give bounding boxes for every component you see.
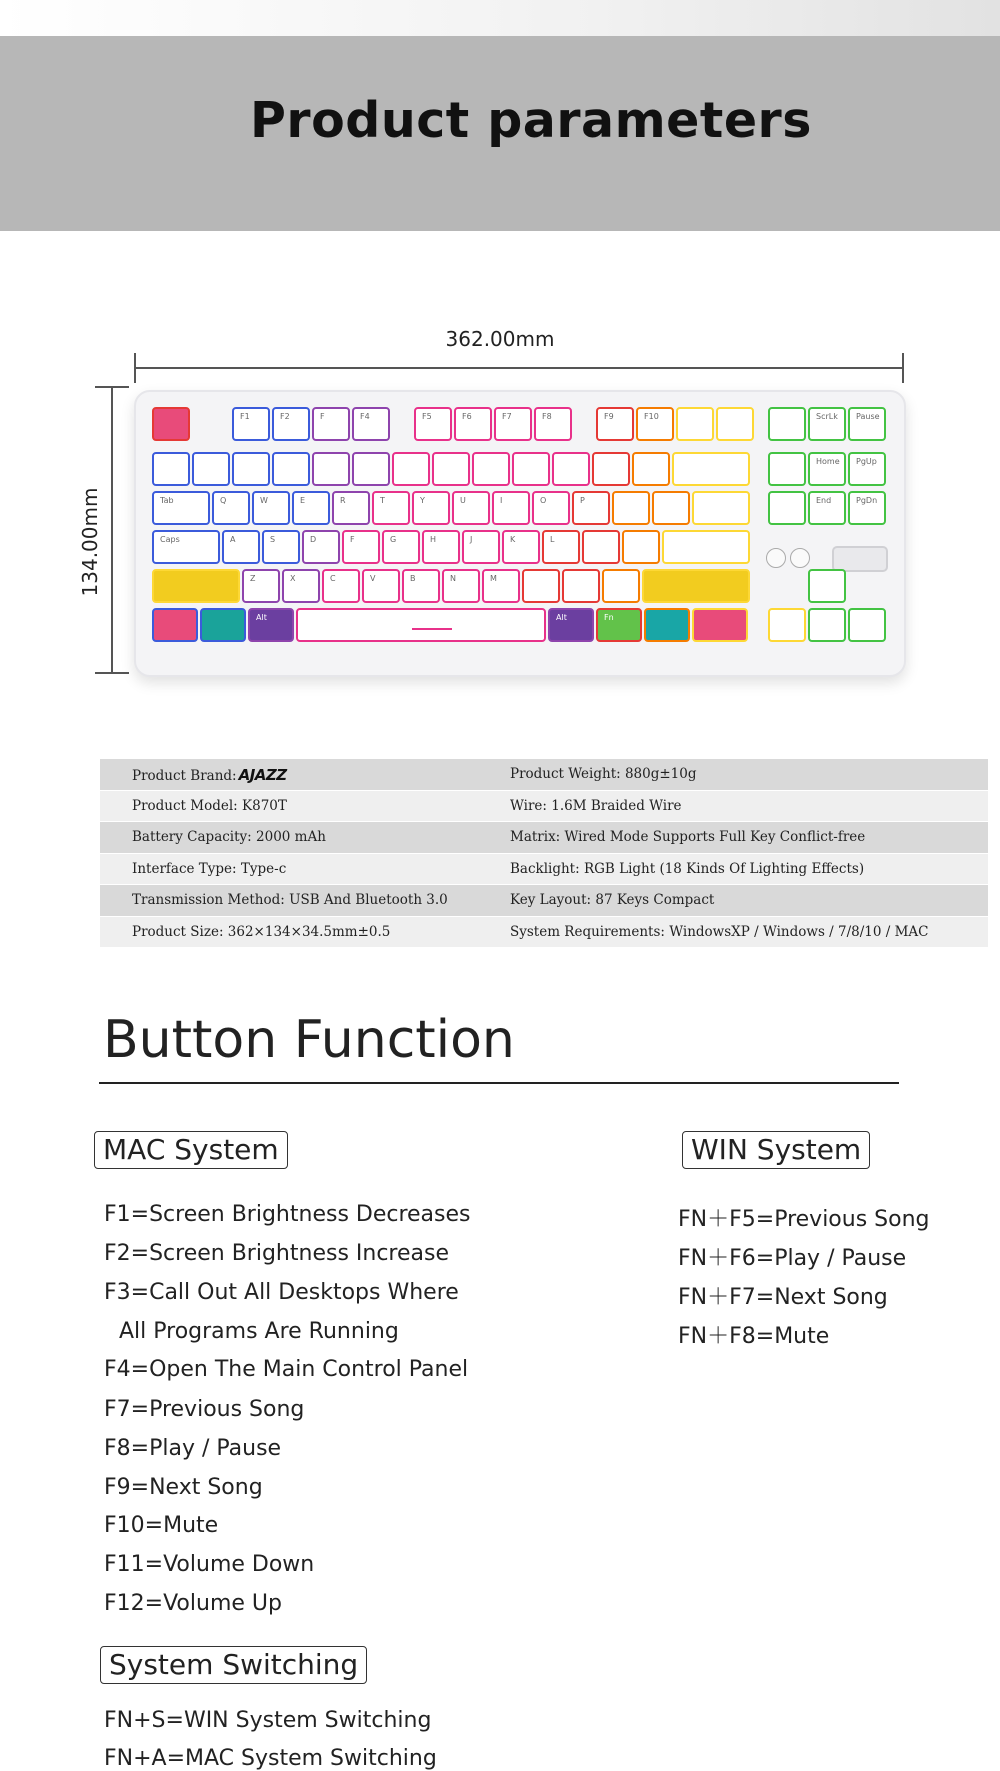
key-prtsc	[768, 407, 806, 441]
win-function-line: FN＋F8=Mute	[678, 1324, 830, 1349]
key-arrow-right	[848, 608, 886, 642]
key-semicolon	[582, 530, 620, 564]
key-period	[562, 569, 600, 603]
win-function-line: FN＋F6=Play / Pause	[678, 1246, 907, 1271]
height-dimension-tick-top	[95, 386, 129, 388]
spec-left: Transmission Method: USB And Bluetooth 3.0	[132, 892, 448, 908]
mac-function-line: F9=Next Song	[104, 1475, 263, 1500]
mac-function-line: F11=Volume Down	[104, 1552, 315, 1577]
spec-label: Product Brand:	[132, 768, 237, 784]
key-delete	[768, 491, 806, 525]
mac-function-line: F7=Previous Song	[104, 1397, 305, 1422]
spec-row	[100, 759, 988, 790]
key-pgup: PgUp	[848, 452, 886, 486]
section-title: Button Function	[103, 1010, 515, 1070]
win-function-line: FN＋F5=Previous Song	[678, 1207, 930, 1232]
key-2	[232, 452, 270, 486]
key-f1: F1	[232, 407, 270, 441]
switching-line: FN+S=WIN System Switching	[104, 1708, 432, 1733]
key-f12	[716, 407, 754, 441]
mac-function-line: F2=Screen Brightness Increase	[104, 1241, 449, 1266]
top-strip	[0, 0, 1000, 36]
mac-function-line: F1=Screen Brightness Decreases	[104, 1202, 471, 1227]
key-f11	[676, 407, 714, 441]
section-divider	[99, 1082, 899, 1084]
key-a: A	[222, 530, 260, 564]
key-scrlk: ScrLk	[808, 407, 846, 441]
key-h: H	[422, 530, 460, 564]
key-pause: Pause	[848, 407, 886, 441]
mac-function-line: F3=Call Out All Desktops Where	[104, 1280, 459, 1305]
spec-left: Product Model: K870T	[132, 797, 287, 814]
key-t: T	[372, 491, 410, 525]
key-y: Y	[412, 491, 450, 525]
key-home: Home	[808, 452, 846, 486]
width-dimension-tick-right	[902, 353, 904, 383]
brand-icon	[766, 548, 786, 568]
mac-function-line: F4=Open The Main Control Panel	[104, 1357, 469, 1382]
width-dimension-line	[134, 367, 904, 369]
key-f: F	[342, 530, 380, 564]
key-backslash	[692, 491, 750, 525]
spec-right: System Requirements: WindowsXP / Windows / 7/8/10 / MAC	[510, 923, 929, 940]
key-q: Q	[212, 491, 250, 525]
key-d: D	[302, 530, 340, 564]
key-enter	[662, 530, 750, 564]
win-function-line: FN＋F7=Next Song	[678, 1285, 888, 1310]
key-win	[200, 608, 246, 642]
height-dimension-tick-bottom	[95, 672, 129, 674]
key-f2: F2	[272, 407, 310, 441]
spec-row	[100, 791, 988, 822]
key-comma	[522, 569, 560, 603]
key-s: S	[262, 530, 300, 564]
space-bar-mark	[412, 628, 452, 630]
key-rbracket	[652, 491, 690, 525]
key-backspace	[672, 452, 750, 486]
key-8	[472, 452, 510, 486]
height-dimension-line	[111, 386, 113, 674]
key-x: X	[282, 569, 320, 603]
key-v: V	[362, 569, 400, 603]
switching-line: FN+A=MAC System Switching	[104, 1746, 437, 1771]
key-insert	[768, 452, 806, 486]
key-f3: F	[312, 407, 350, 441]
key-i: I	[492, 491, 530, 525]
win-system-label: WIN System	[682, 1131, 870, 1169]
mac-system-label: MAC System	[94, 1131, 288, 1169]
key-f7: F7	[494, 407, 532, 441]
spec-left: Battery Capacity: 2000 mAh	[132, 829, 326, 845]
key-0	[552, 452, 590, 486]
spec-row	[100, 917, 988, 948]
width-dimension-tick-left	[134, 353, 136, 383]
key-minus	[592, 452, 630, 486]
spec-left: Product Size: 362×134×34.5mm±0.5	[132, 923, 391, 940]
key-pgdn: PgDn	[848, 491, 886, 525]
key-m: M	[482, 569, 520, 603]
key-lbracket	[612, 491, 650, 525]
key-menu	[644, 608, 690, 642]
key-arrow-left	[768, 608, 806, 642]
brand-logo: AJAZZ	[238, 766, 287, 784]
key-6	[392, 452, 430, 486]
key-g: G	[382, 530, 420, 564]
key-n: N	[442, 569, 480, 603]
mac-function-line: F12=Volume Up	[104, 1591, 282, 1616]
mac-function-line: F8=Play / Pause	[104, 1436, 282, 1461]
key-quote	[622, 530, 660, 564]
key-slash	[602, 569, 640, 603]
key-tab: Tab	[152, 491, 210, 525]
key-lalt: Alt	[248, 608, 294, 642]
key-f6: F6	[454, 407, 492, 441]
key-1	[192, 452, 230, 486]
system-switching-label: System Switching	[100, 1646, 367, 1684]
spec-row	[100, 885, 988, 916]
spec-row	[100, 822, 988, 853]
key-4	[312, 452, 350, 486]
key-ralt: Alt	[548, 608, 594, 642]
key-k: K	[502, 530, 540, 564]
keyboard-illustration	[134, 390, 906, 677]
key-esc	[152, 407, 190, 441]
key-arrow-up	[808, 569, 846, 603]
key-c: C	[322, 569, 360, 603]
spec-left	[132, 766, 287, 784]
key-r: R	[332, 491, 370, 525]
key-rctrl	[692, 608, 748, 642]
key-f4: F4	[352, 407, 390, 441]
spec-right: Product Weight: 880g±10g	[510, 766, 697, 782]
width-dimension-label: 362.00mm	[445, 327, 555, 351]
key-f9: F9	[596, 407, 634, 441]
key-b: B	[402, 569, 440, 603]
key-arrow-down	[808, 608, 846, 642]
key-rshift	[642, 569, 750, 603]
key-end: End	[808, 491, 846, 525]
key-u: U	[452, 491, 490, 525]
spec-right: Key Layout: 87 Keys Compact	[510, 892, 715, 908]
key-lctrl	[152, 608, 198, 642]
spec-right: Matrix: Wired Mode Supports Full Key Conflict-free	[510, 829, 866, 845]
key-f5: F5	[414, 407, 452, 441]
key-7	[432, 452, 470, 486]
key-j: J	[462, 530, 500, 564]
mac-function-line: F10=Mute	[104, 1513, 219, 1538]
key-grave	[152, 452, 190, 486]
key-f10: F10	[636, 407, 674, 441]
spec-right: Wire: 1.6M Braided Wire	[510, 797, 682, 814]
key-caps: Caps	[152, 530, 220, 564]
key-f8: F8	[534, 407, 572, 441]
spec-right: Backlight: RGB Light (18 Kinds Of Lighting Effects)	[510, 860, 865, 877]
height-dimension-label: 134.00mm	[78, 487, 102, 597]
mac-function-line: All Programs Are Running	[119, 1319, 399, 1344]
key-equal	[632, 452, 670, 486]
key-l: L	[542, 530, 580, 564]
key-3	[272, 452, 310, 486]
key-fn: Fn	[596, 608, 642, 642]
key-w: W	[252, 491, 290, 525]
key-p: P	[572, 491, 610, 525]
gear-icon	[790, 548, 810, 568]
spec-row	[100, 854, 988, 885]
key-lshift	[152, 569, 240, 603]
key-z: Z	[242, 569, 280, 603]
key-space	[296, 608, 546, 642]
spec-left: Interface Type: Type-c	[132, 860, 287, 877]
key-e: E	[292, 491, 330, 525]
spec-table	[100, 759, 988, 947]
page-title: Product parameters	[250, 92, 812, 149]
key-o: O	[532, 491, 570, 525]
key-5	[352, 452, 390, 486]
key-9	[512, 452, 550, 486]
